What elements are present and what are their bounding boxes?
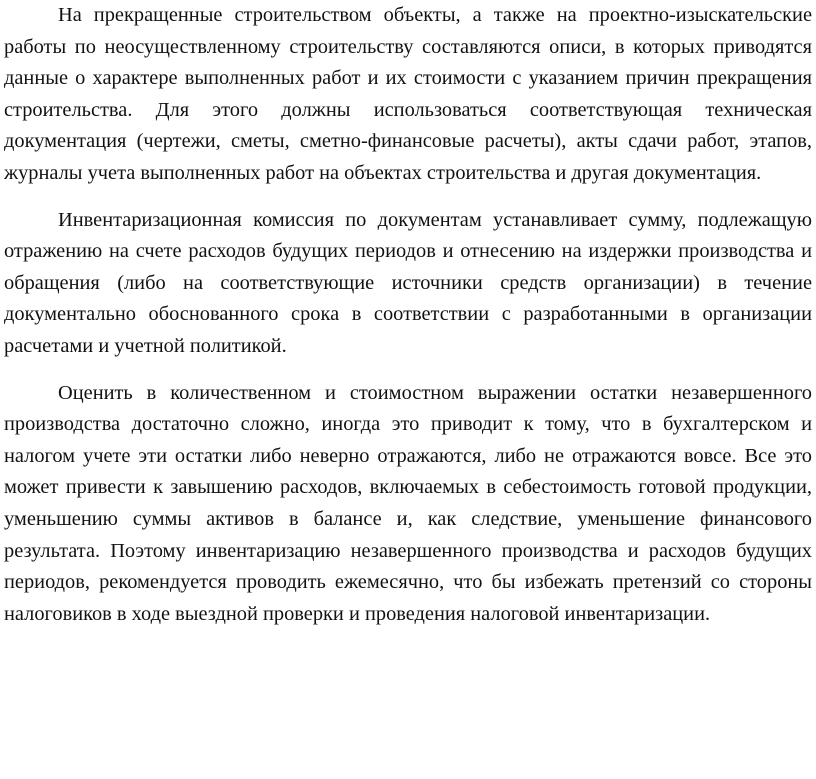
paragraph-2: Инвентаризационная комиссия по документам устанавливает сумму, подлежащую отражению на счете расходов будущих периодов и отнесению на издержки производства и обращения (либо на соответствующие источники средств организации) в течение документально обоснованного срока в соответствии с разработанными в организации расчетами и учетной политикой. (4, 208, 812, 357)
paragraph-3: Оценить в количественном и стоимостном выражении остатки незавершенного производства достаточно сложно, иногда это приводит к тому, что в бухгалтерском и налогом учете эти остатки либо неверно отражаются, либо не отражаются вовсе. Все это может привести к завышению расходов, включаемых в себестоимость готовой продукции, уменьшению суммы активов в балансе и, как следствие, уменьшение финансового результата. Поэтому инвентаризацию незавершенного производства и расходов будущих периодов, рекомендуется проводить ежемесячно, что бы избежать претензий со стороны налоговиков в ходе выездной проверки и проведения налоговой инвентаризации. (4, 381, 812, 625)
paragraph-1: На прекращенные строительством объекты, а также на проектно-изыскательские работы по неосуществленному строительству составляются описи, в которых приводятся данные о характере выполненных работ и их стоимости с указанием причин прекращения строительства. Для этого должны использоваться соответствующая техническая документация (чертежи, сметы, сметно-финансовые расчеты), акты сдачи работ, этапов, журналы учета выполненных работ на объектах строительства и другая документация. (4, 4, 812, 184)
document-page (4, 0, 812, 630)
